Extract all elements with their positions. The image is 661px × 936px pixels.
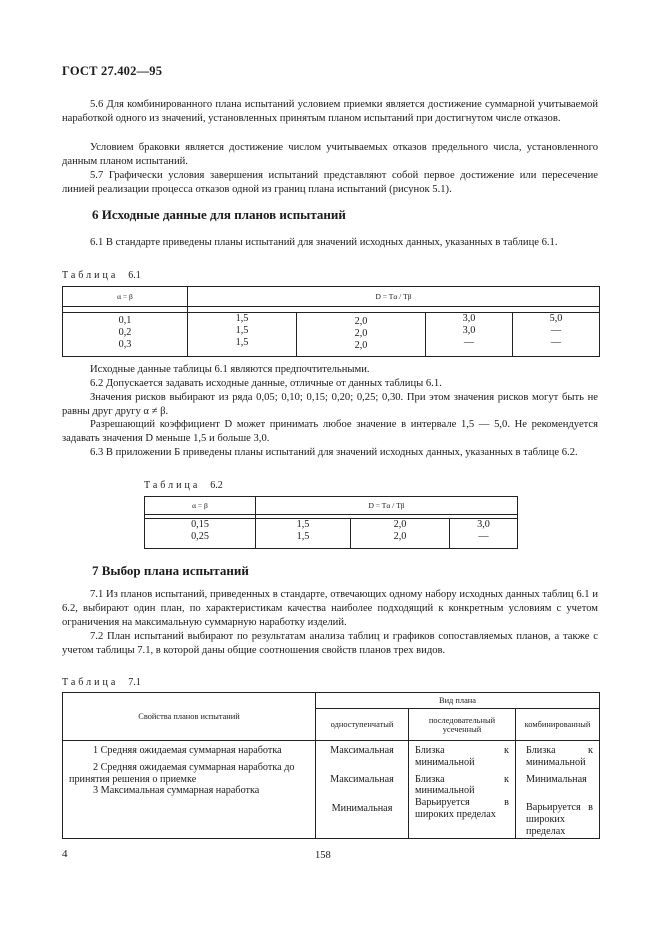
section-heading-7: 7 Выбор плана испытаний bbox=[92, 563, 249, 578]
table-6-2-col-risk: 0,15 0,25 bbox=[145, 519, 256, 549]
table-6-2-col-d1: 1,5 1,5 bbox=[256, 519, 351, 549]
table-7-1-col-properties bbox=[63, 741, 316, 839]
table-7-1-head-kind: Вид плана bbox=[316, 693, 600, 709]
table-6-1-col-d4: 5,0 — — bbox=[513, 313, 600, 357]
paragraph-7-1: 7.1 Из планов испытаний, приведенных в стандарте, отвечающих одному набору исходных данных таблиц 6.1 и 6.2, выбирают один план, по характеристикам качества наиболее подходящий к конкретным условиям с учетом ограничения на максимальную суммарную наработку изделий. bbox=[62, 589, 598, 629]
page-number-center: 158 bbox=[315, 850, 331, 861]
paragraph-5-6: 5.6 Для комбинированного плана испытаний условием приемки является достижение суммарной учитываемой наработкой одного из значений, установленных принятым планом испытаний при достигнутом числе отказов. bbox=[62, 99, 598, 125]
paragraph-7-2: 7.2 План испытаний выбирают по результатам анализа таблиц и графиков сопоставляемых планов, а также с учетом таблицы 7.1, в которой даны общие соотношения свойств планов трех видов. bbox=[62, 631, 598, 657]
table-6-1-col-d3: 3,0 3,0 — bbox=[426, 313, 513, 357]
table-7-1-head-properties: Свойства планов испытаний bbox=[63, 693, 316, 741]
table-6-1-col-risk: 0,1 0,2 0,3 bbox=[63, 313, 188, 357]
paragraph-5-6-reject: Условием браковки является достижение числом учитываемых отказов предельного числа, установленного данным планом испытаний. bbox=[62, 142, 598, 168]
page-number-left: 4 bbox=[62, 848, 68, 860]
table-6-1-caption: Таблица 6.1 bbox=[62, 270, 141, 281]
table-7-1-head-sequential: последовательный усеченный bbox=[409, 709, 516, 741]
paragraph-5-7: 5.7 Графически условия завершения испытаний представляют собой первое достижение или пересечение линией реализации процесса отказов одной из границ плана испытаний (рисунок 5.1). bbox=[62, 170, 598, 196]
document-code: ГОСТ 27.402—95 bbox=[62, 64, 163, 78]
table-7-1-col-combined: Близка к минимальной Минимальная Варьируется в широких пределах bbox=[516, 741, 600, 839]
table-6-1-col-d2: 2,0 2,0 2,0 bbox=[297, 313, 426, 357]
paragraph-6-2-coefficient: Разрешающий коэффициент D может принимать любое значение в интервале 1,5 — 5,0. Не рекомендуется задавать значения D меньше 1,5 и больше 3,0. bbox=[62, 419, 598, 445]
table-6-2-caption: Таблица 6.2 bbox=[144, 480, 223, 491]
paragraph-6-3: 6.3 В приложении Б приведены планы испытаний для значений исходных данных, указанных в таблице 6.2. bbox=[90, 447, 578, 458]
table-7-1-row-2-property: 2 Средняя ожидаемая суммарная наработка до принятия решения о приемке bbox=[69, 761, 295, 785]
table-7-1-col-single: Максимальная Максимальная Минимальная bbox=[316, 741, 409, 839]
table-7-1-head-single: одноступенчатый bbox=[316, 709, 409, 741]
table-6-1-col-d1: 1,5 1,5 1,5 bbox=[188, 313, 297, 357]
paragraph-6-2-risks: Значения рисков выбирают из ряда 0,05; 0,10; 0,15; 0,20; 0,25; 0,30. При этом значения рисков могут быть не равны друг другу α ≠ β. bbox=[62, 392, 598, 418]
table-6-1-head-d: D = Tα / Tβ bbox=[188, 287, 600, 307]
table-6-2 bbox=[144, 496, 518, 549]
paragraph-6-2: 6.2 Допускается задавать исходные данные, отличные от данных таблицы 6.1. bbox=[90, 378, 442, 389]
table-7-1 bbox=[62, 692, 600, 839]
table-7-1-row-3-property: 3 Максимальная суммарная наработка bbox=[93, 785, 260, 797]
paragraph-6-1: 6.1 В стандарте приведены планы испытаний для значений исходных данных, указанных в таблице 6.1. bbox=[90, 237, 558, 248]
table-6-2-head-risk: α = β bbox=[145, 497, 256, 515]
table-7-1-col-sequential: Близка к минимальной Близка к минимальной Варьируется в широких пределах bbox=[409, 741, 516, 839]
section-heading-6: 6 Исходные данные для планов испытаний bbox=[92, 207, 346, 222]
table-7-1-head-combined: комбинированный bbox=[516, 709, 600, 741]
table-6-2-head-d: D = Tα / Tβ bbox=[256, 497, 518, 515]
table-7-1-row-1-property: 1 Средняя ожидаемая суммарная наработка bbox=[93, 745, 282, 756]
table-6-2-col-d2: 2,0 2,0 bbox=[351, 519, 450, 549]
table-6-1-head-risk: α = β bbox=[63, 287, 188, 307]
table-6-1 bbox=[62, 286, 600, 357]
table-6-2-col-d3: 3,0 — bbox=[450, 519, 518, 549]
paragraph-6-1-note: Исходные данные таблицы 6.1 являются предпочтительными. bbox=[90, 364, 370, 375]
table-7-1-caption: Таблица 7.1 bbox=[62, 677, 141, 688]
